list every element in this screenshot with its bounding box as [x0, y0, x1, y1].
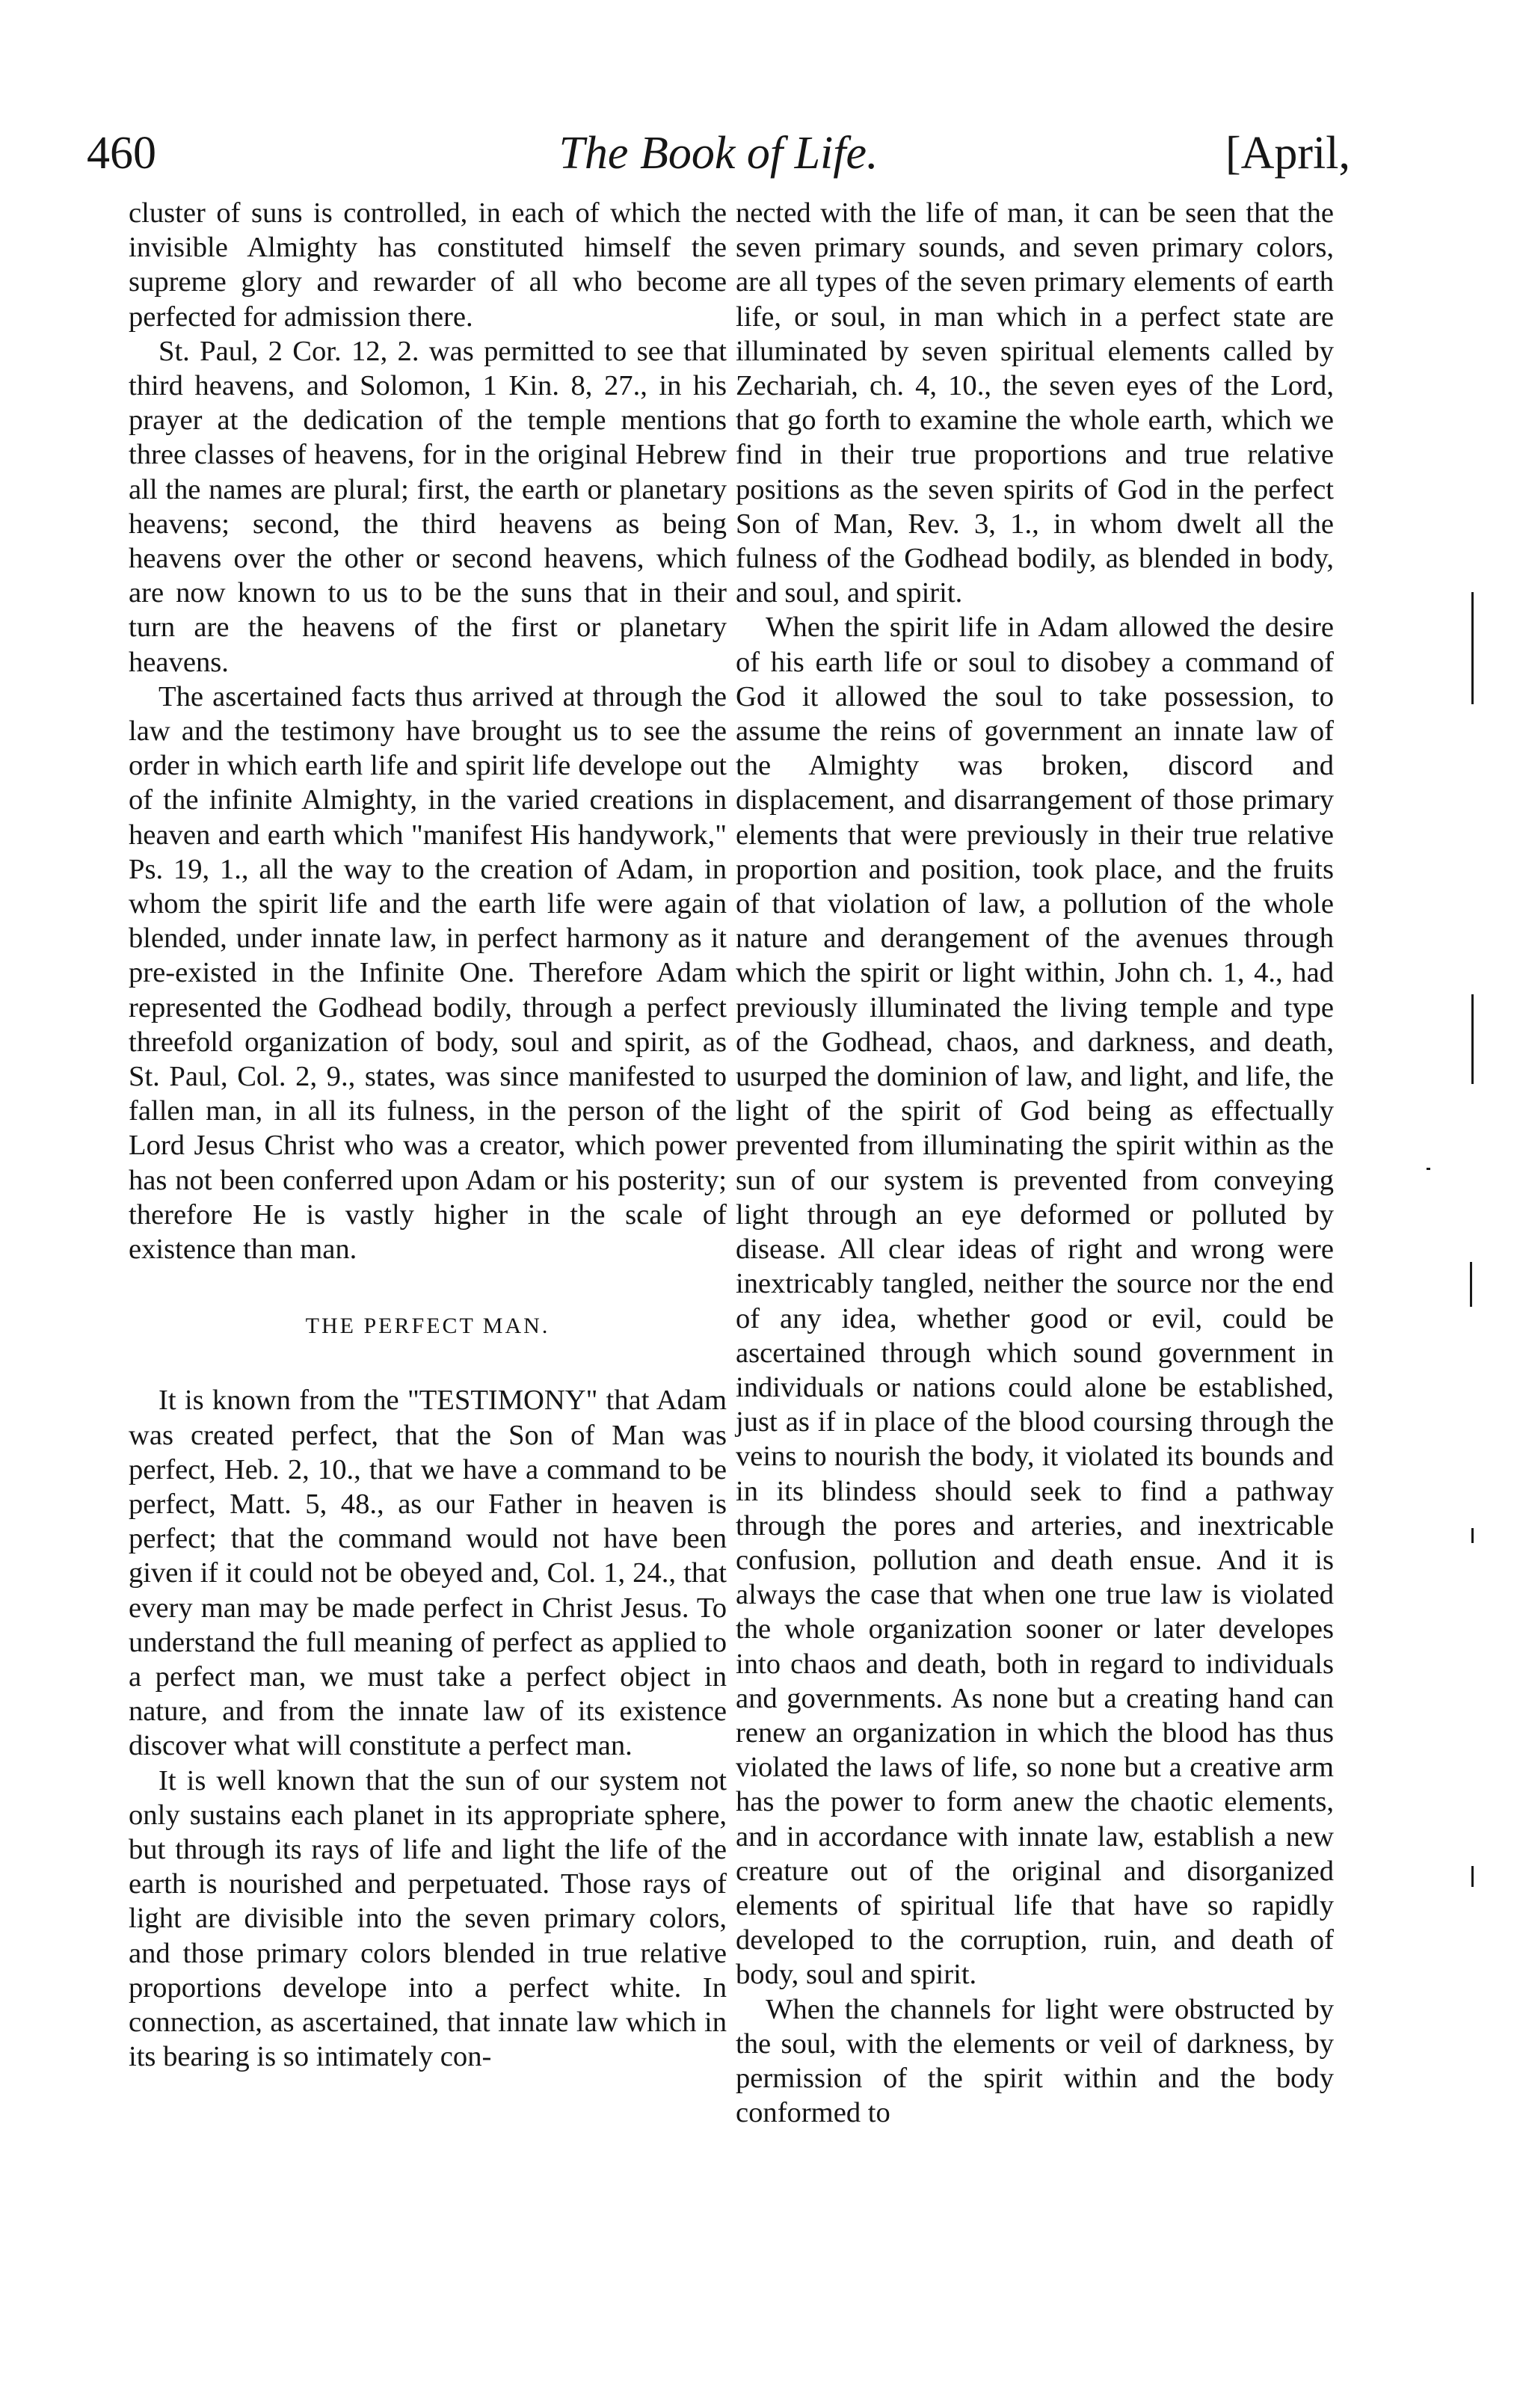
scan-mark — [1471, 994, 1474, 1084]
scan-mark — [1470, 1262, 1472, 1307]
left-paragraph-4: It is known from the "TESTIMONY" that Adam was created perfect, that the Son of Man was perfect, Heb. 2, 10., that we have a command to be perfect, Matt. 5, 48., as our Father in heaven is perfect; that the command would not have been given if it could not be obeyed and, Col. 1, 24., that every man may be made perfect in Christ Jesus. To understand the full meaning of perfect as applied to a perfect man, we must take a perfect object in nature, and from the innate law of its existence discover what will constitute a perfect man. — [129, 1385, 727, 1762]
right-column — [736, 196, 1334, 2130]
right-paragraph-1: nected with the life of man, it can be seen that the seven primary sounds, and seven primary colors, are all types of the seven primary elements of earth life, or soul, in man which in a perfect state are illuminated by seven spiritual elements called by Zechariah, ch. 4, 10., the seven eyes of the Lord, that go forth to examine the whole earth, which we find in their true proportions and true relative positions as the seven spirits of God in the perfect Son of Man, Rev. 3, 1., in whom dwelt all the fulness of the Godhead bodily, as blended in body, and soul, and spirit. — [736, 197, 1334, 609]
scan-mark — [1427, 1168, 1430, 1170]
scan-mark — [1471, 592, 1474, 704]
running-month: [April, — [1225, 128, 1350, 179]
left-paragraph-2: St. Paul, 2 Cor. 12, 2. was permitted to see that third heavens, and Solomon, 1 Kin. 8, 27., in his prayer at the dedication of the temple mentions three classes of heavens, for in the original Hebrew all the names are plural; first, the earth or planetary heavens; second, the third heavens as being heavens over the other or second heavens, which are now known to us to be the suns that in their turn are the heavens of the first or planetary heavens. — [129, 335, 727, 678]
scan-mark — [1471, 1528, 1474, 1543]
left-paragraph-3: The ascertained facts thus arrived at through the law and the testimony have brought us to see the order in which earth life and spirit life develope out of the infinite Almighty, in the varied creations in heaven and earth which "manifest His handywork," Ps. 19, 1., all the way to the creation of Adam, in whom the spirit life and the earth life were again blended, under innate law, in perfect harmony as it pre-existed in the Infinite One. Therefore Adam represented the Godhead bodily, through a perfect threefold organization of body, soul and spirit, as St. Paul, Col. 2, 9., states, was since manifested to fallen man, in all its fulness, in the person of the Lord Jesus Christ who was a creator, which power has not been conferred upon Adam or his posterity; therefore He is vastly higher in the scale of existence than man. — [129, 680, 727, 1266]
scan-mark — [1471, 1866, 1474, 1887]
left-paragraph-1: cluster of suns is controlled, in each of which the invisible Almighty has constituted himself the supreme glory and rewarder of all who become perfected for admission there. — [129, 197, 727, 333]
section-title: THE PERFECT MAN. — [305, 1314, 550, 1339]
left-paragraph-5: It is well known that the sun of our system not only sustains each planet in its appropriate sphere, but through its rays of life and light the life of the earth is nourished and perpetuated. Those rays of light are divisible into the seven primary colors, and those primary colors blended in true relative proportions develope into a perfect white. In connection, as ascertained, that innate law which in its bearing is so intimately con- — [129, 1764, 727, 2073]
right-paragraph-2: When the spirit life in Adam allowed the desire of his earth life or soul to disobey a command of God it allowed the soul to take possession, to assume the reins of government an innate law of the Almighty was broken, discord and displacement, and disarrangement of those primary elements that were previously in their true relative proportion and position, took place, and the fruits of that violation of law, a pollution of the whole nature and derangement of the avenues through which the spirit or light within, John ch. 1, 4., had previously illuminated the living temple and type of the Godhead, chaos, and darkness, and death, usurped the dominion of law, and light, and life, the light of the spirit of God being as effectually prevented from illuminating the spirit within as the sun of our system is prevented from conveying light through an eye deformed or polluted by disease. All clear ideas of right and wrong were inextricably tangled, neither the source nor the end of any idea, whether good or evil, could be ascertained through which sound government in individuals or nations could alone be established, just as if in place of the blood coursing through the veins to nourish the body, it violated its bounds and in its blindess should seek to find a pathway through the pores and arteries, and inextricable confusion, pollution and death ensue. And it is always the case that when one true law is violated the whole organization sooner or later developes into chaos and death, both in regard to individuals and governments. As none but a creating hand can renew an organization in which the blood has thus violated the laws of life, so none but a creative arm has the power to form anew the chaotic elements, and in accordance with innate law, establish a new creature out of the original and disorganized elements of spiritual life that have so rapidly developed to the corruption, ruin, and death of body, soul and spirit. — [736, 612, 1334, 1991]
right-paragraph-3: When the channels for light were obstructed by the soul, with the elements or veil of darkness, by permission of the spirit within and the body conformed to — [736, 1993, 1334, 2129]
left-column — [129, 196, 727, 2074]
running-title: The Book of Life. — [558, 128, 878, 179]
page-number: 460 — [87, 128, 156, 179]
running-header — [87, 124, 1350, 191]
